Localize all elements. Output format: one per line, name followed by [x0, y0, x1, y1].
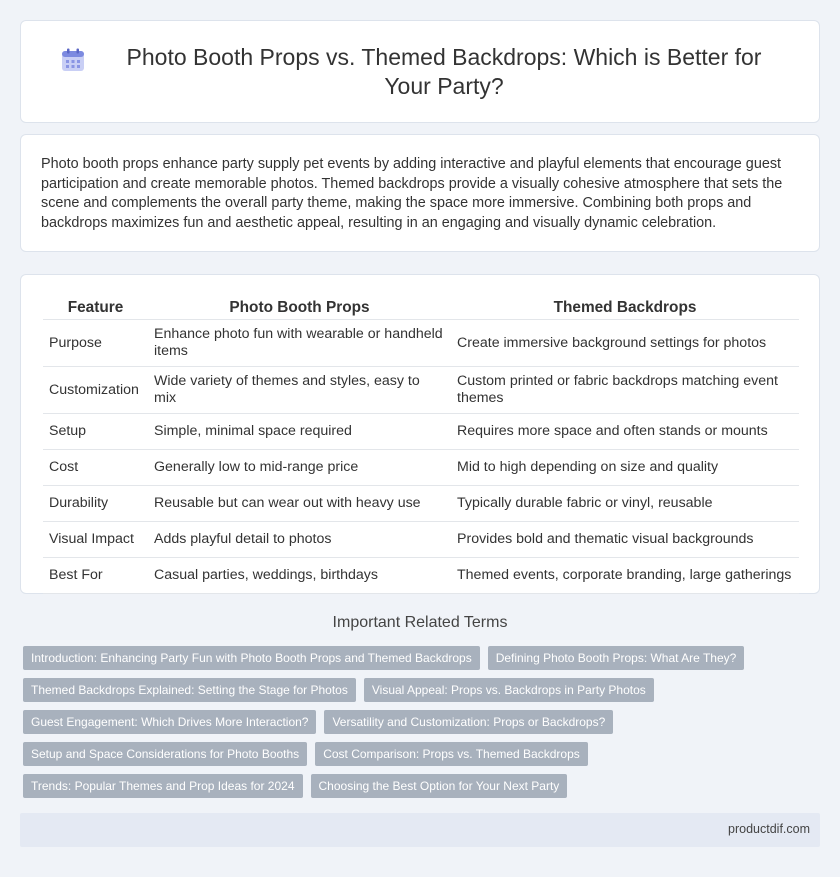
- feature-cell: Durability: [43, 486, 148, 522]
- related-terms-title: Important Related Terms: [332, 614, 508, 631]
- table-row: [43, 522, 799, 558]
- feature-cell: Best For: [43, 558, 148, 594]
- related-term-tag[interactable]: Visual Appeal: Props vs. Backdrops in Party Photos: [364, 678, 654, 702]
- feature-cell: Purpose: [43, 320, 148, 367]
- tag-row: [23, 710, 823, 734]
- backdrops-cell: Requires more space and often stands or mounts: [451, 414, 799, 450]
- props-cell: Generally low to mid-range price: [148, 450, 451, 486]
- comparison-table-card: [20, 274, 820, 594]
- footer: [20, 813, 820, 847]
- table-row: [43, 367, 799, 414]
- related-term-tag[interactable]: Trends: Popular Themes and Prop Ideas for 2024: [23, 774, 303, 798]
- related-term-tag[interactable]: Setup and Space Considerations for Photo Booths: [23, 742, 307, 766]
- backdrops-cell: Provides bold and thematic visual backgrounds: [451, 522, 799, 558]
- page-title: Photo Booth Props vs. Themed Backdrops: Which is Better for Your Party?: [126, 43, 762, 99]
- header-card: [20, 20, 820, 123]
- tag-row: [23, 646, 823, 670]
- props-cell: Casual parties, weddings, birthdays: [148, 558, 451, 594]
- related-term-tag[interactable]: Introduction: Enhancing Party Fun with Photo Booth Props and Themed Backdrops: [23, 646, 480, 670]
- backdrops-cell: Themed events, corporate branding, large gatherings: [451, 558, 799, 594]
- intro-card: [20, 134, 820, 252]
- related-term-tag[interactable]: Choosing the Best Option for Your Next Party: [311, 774, 568, 798]
- props-cell: Simple, minimal space required: [148, 414, 451, 450]
- table-header-row: [43, 295, 799, 320]
- backdrops-cell: Create immersive background settings for photos: [451, 320, 799, 367]
- table-row: [43, 450, 799, 486]
- feature-cell: Cost: [43, 450, 148, 486]
- tag-row: [23, 678, 823, 702]
- related-terms-list: [23, 646, 823, 806]
- header-photo-booth-props: Photo Booth Props: [148, 295, 451, 320]
- props-cell: Enhance photo fun with wearable or handheld items: [148, 320, 451, 367]
- backdrops-cell: Typically durable fabric or vinyl, reusable: [451, 486, 799, 522]
- related-term-tag[interactable]: Themed Backdrops Explained: Setting the Stage for Photos: [23, 678, 356, 702]
- props-cell: Wide variety of themes and styles, easy to mix: [148, 367, 451, 414]
- table-row: [43, 558, 799, 594]
- feature-cell: Customization: [43, 367, 148, 414]
- backdrops-cell: Custom printed or fabric backdrops matching event themes: [451, 367, 799, 414]
- props-cell: Reusable but can wear out with heavy use: [148, 486, 451, 522]
- props-cell: Adds playful detail to photos: [148, 522, 451, 558]
- footer-brand[interactable]: productdif.com: [728, 822, 810, 836]
- feature-cell: Setup: [43, 414, 148, 450]
- header-feature: Feature: [43, 295, 148, 320]
- related-term-tag[interactable]: Cost Comparison: Props vs. Themed Backdrops: [315, 742, 588, 766]
- related-term-tag[interactable]: Versatility and Customization: Props or Backdrops?: [324, 710, 613, 734]
- backdrops-cell: Mid to high depending on size and quality: [451, 450, 799, 486]
- calendar-icon: [60, 47, 86, 73]
- table-row: [43, 486, 799, 522]
- related-term-tag[interactable]: Defining Photo Booth Props: What Are They?: [488, 646, 745, 670]
- table-row: [43, 320, 799, 367]
- header-themed-backdrops: Themed Backdrops: [451, 295, 799, 320]
- intro-text: Photo booth props enhance party supply pet events by adding interactive and playful elements that encourage guest participation and create memorable photos. Themed backdrops provide a visually cohesive atmosphere that sets the scene and complements the overall party theme, making the space more immersive. Combining both props and backdrops maximizes fun and aesthetic appeal, resulting in an engaging and visually dynamic celebration.: [41, 156, 783, 231]
- feature-cell: Visual Impact: [43, 522, 148, 558]
- tag-row: [23, 774, 823, 798]
- comparison-table: [43, 295, 799, 594]
- table-row: [43, 414, 799, 450]
- tag-row: [23, 742, 823, 766]
- related-term-tag[interactable]: Guest Engagement: Which Drives More Interaction?: [23, 710, 316, 734]
